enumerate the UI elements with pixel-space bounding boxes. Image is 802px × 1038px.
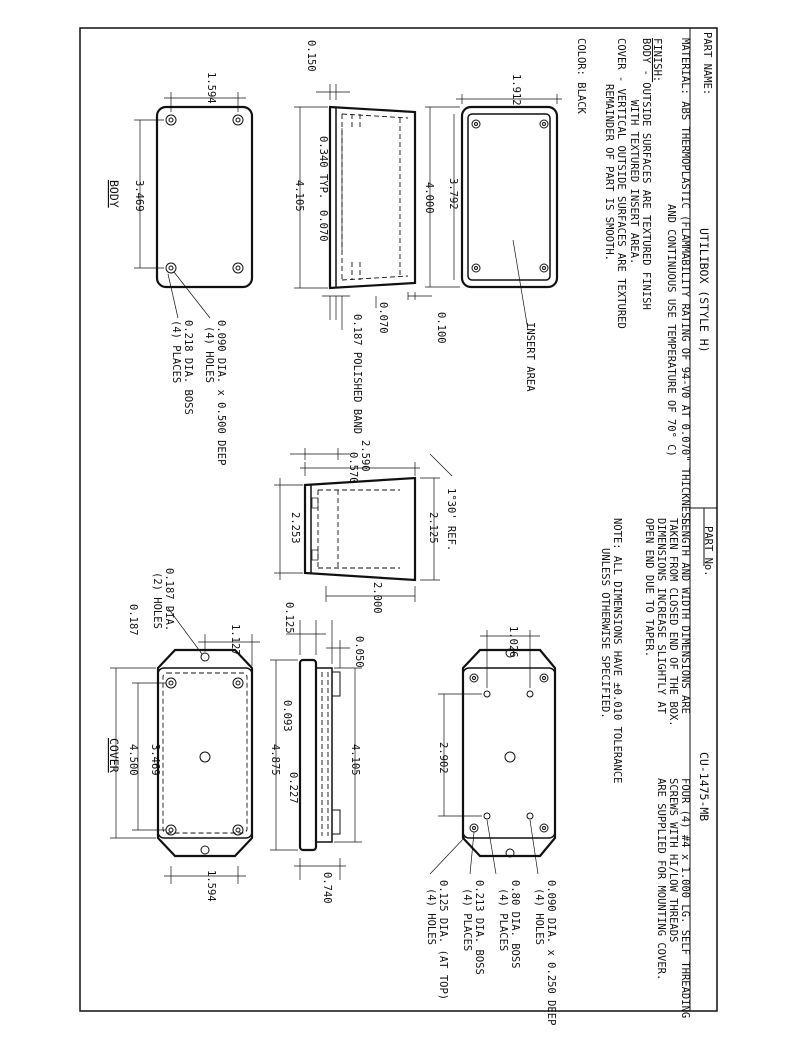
svg-text:3.469: 3.469 (149, 744, 161, 776)
svg-text:0.740: 0.740 (321, 872, 333, 904)
polished-band-label: 0.187 POLISHED BAND (351, 314, 363, 435)
svg-text:REMAINDER OF PART IS SMOOTH.: REMAINDER OF PART IS SMOOTH. (603, 84, 615, 262)
svg-text:1.594: 1.594 (205, 870, 217, 902)
svg-text:4.000: 4.000 (423, 182, 435, 214)
svg-text:(4) HOLES: (4) HOLES (425, 888, 437, 945)
svg-text:DIMENSIONS INCREASE SLIGHTLY A: DIMENSIONS INCREASE SLIGHTLY AT (655, 518, 667, 714)
svg-text:COVER - VERTICAL OUTSIDE SURFA: COVER - VERTICAL OUTSIDE SURFACES ARE TEXTURED (615, 38, 627, 329)
svg-text:(4) HOLES: (4) HOLES (203, 326, 215, 383)
body-bottom-view (157, 107, 252, 318)
svg-text:NOTE: ALL DIMENSIONS HAVE ±0.0: NOTE: ALL DIMENSIONS HAVE ±0.010 TOLERANCE (611, 518, 623, 784)
svg-text:ARE SUPPLIED FOR MOUNTING COVE: ARE SUPPLIED FOR MOUNTING COVER. (655, 778, 667, 981)
svg-text:OPEN END DUE TO TAPER.: OPEN END DUE TO TAPER. (643, 518, 655, 658)
svg-text:SCREWS WITH HI/LOW THREADS: SCREWS WITH HI/LOW THREADS (667, 778, 679, 943)
svg-text:3.469: 3.469 (133, 180, 145, 212)
part-no: CU-1475-MB (697, 752, 711, 822)
body-bottom-dims (134, 92, 246, 268)
svg-text:LENGTH AND WIDTH DIMENSIONS AR: LENGTH AND WIDTH DIMENSIONS ARE (679, 518, 691, 714)
svg-text:2.902: 2.902 (437, 742, 449, 774)
svg-text:2.253: 2.253 (289, 512, 301, 544)
part-name-label: PART NAME: (701, 32, 713, 96)
svg-text:2.000: 2.000 (371, 582, 383, 614)
body-top-view (462, 107, 557, 330)
svg-text:BODY - OUTSIDE SURFACES ARE TE: BODY - OUTSIDE SURFACES ARE TEXTURED FINISH (640, 38, 652, 310)
part-no-label: PART No. (702, 526, 714, 577)
svg-text:3.792: 3.792 (447, 178, 459, 210)
svg-text:1.912: 1.912 (510, 74, 522, 106)
finish-note (603, 38, 663, 329)
part-name: UTILIBOX (STYLE H) (697, 228, 711, 353)
svg-text:4.105: 4.105 (349, 744, 361, 776)
svg-text:0.80 DIA. BOSS: 0.80 DIA. BOSS (509, 880, 521, 969)
svg-text:FOUR (4) #4 x 1.000 LG. SELF T: FOUR (4) #4 x 1.000 LG. SELF THREADING (679, 778, 691, 1019)
svg-text:1.026: 1.026 (507, 626, 519, 658)
svg-text:0.187 DIA.: 0.187 DIA. (163, 568, 175, 632)
svg-text:TAKEN FROM CLOSED END OF THE B: TAKEN FROM CLOSED END OF THE BOX. (667, 518, 679, 727)
svg-text:WITH TEXTURED INSERT AREA.: WITH TEXTURED INSERT AREA. (628, 100, 640, 265)
svg-text:(4) PLACES: (4) PLACES (170, 320, 182, 384)
svg-text:0.227: 0.227 (287, 772, 299, 804)
svg-text:0.090 DIA. x 0.500 DEEP: 0.090 DIA. x 0.500 DEEP (215, 320, 227, 466)
svg-text:1.127: 1.127 (229, 624, 241, 656)
title-block (697, 32, 714, 821)
body-side-view (330, 107, 415, 288)
svg-text:4.105: 4.105 (293, 180, 305, 212)
body-hole-callout (170, 320, 227, 465)
svg-text:1.594: 1.594 (205, 72, 217, 104)
svg-text:AND CONTINUOUS USE TEMPERATURE: AND CONTINUOUS USE TEMPERATURE OF 70° C) (665, 204, 677, 457)
svg-text:0.093: 0.093 (281, 700, 293, 732)
svg-text:0.187: 0.187 (127, 604, 139, 636)
svg-text:0.070: 0.070 (377, 302, 389, 334)
svg-text:2.590: 2.590 (359, 440, 371, 472)
cover-side-view (300, 660, 340, 850)
svg-text:2.125: 2.125 (427, 512, 439, 544)
cover-hole-callout-right (425, 880, 557, 1025)
screws-note (655, 778, 691, 1018)
body-view-label: BODY (107, 180, 121, 208)
tolerance-note (599, 518, 623, 784)
svg-text:0.570: 0.570 (347, 452, 359, 484)
svg-text:0.070: 0.070 (317, 210, 329, 242)
length-width-note (643, 518, 691, 727)
material-note (665, 38, 691, 525)
svg-text:(2) HOLES: (2) HOLES (151, 572, 163, 629)
svg-text:(4) HOLES: (4) HOLES (533, 888, 545, 945)
svg-text:0.090 DIA. x 0.250 DEEP: 0.090 DIA. x 0.250 DEEP (545, 880, 557, 1026)
svg-text:COLOR: BLACK: COLOR: BLACK (575, 38, 587, 114)
dim-1912 (456, 94, 562, 104)
taper-label: 1°30' REF. (445, 488, 457, 552)
svg-text:0.125 DIA. (AT TOP): 0.125 DIA. (AT TOP) (437, 880, 449, 1001)
cover-top-dims (438, 630, 540, 816)
insert-area-label: INSERT AREA (524, 322, 536, 392)
svg-text:4.875: 4.875 (269, 744, 281, 776)
svg-text:FINISH:: FINISH: (651, 38, 663, 83)
svg-text:(4) PLACES: (4) PLACES (461, 888, 473, 952)
svg-text:0.125: 0.125 (283, 602, 295, 634)
svg-text:(4) PLACES: (4) PLACES (497, 888, 509, 952)
svg-text:0.150: 0.150 (305, 40, 317, 72)
cover-hole-callout-left (151, 568, 175, 631)
svg-text:0.340 TYP.: 0.340 TYP. (317, 136, 329, 200)
svg-text:0.213 DIA. BOSS: 0.213 DIA. BOSS (473, 880, 485, 975)
cover-view-label: COVER (107, 738, 121, 773)
svg-text:4.500: 4.500 (127, 744, 139, 776)
svg-text:UNLESS OTHERWISE SPECIFIED.: UNLESS OTHERWISE SPECIFIED. (599, 548, 611, 719)
body-end-view (305, 478, 415, 580)
svg-text:MATERIAL: ABS THERMOPLASTIC (F: MATERIAL: ABS THERMOPLASTIC (FLAMMABILITY RATING OF 94-V0 AT 0.070" THICKNESS (679, 38, 691, 525)
svg-text:0.218 DIA. BOSS: 0.218 DIA. BOSS (182, 320, 194, 415)
body-side-dims (294, 84, 432, 330)
svg-text:0.050: 0.050 (353, 636, 365, 668)
svg-text:0.100: 0.100 (435, 312, 447, 344)
color-note (575, 38, 587, 115)
